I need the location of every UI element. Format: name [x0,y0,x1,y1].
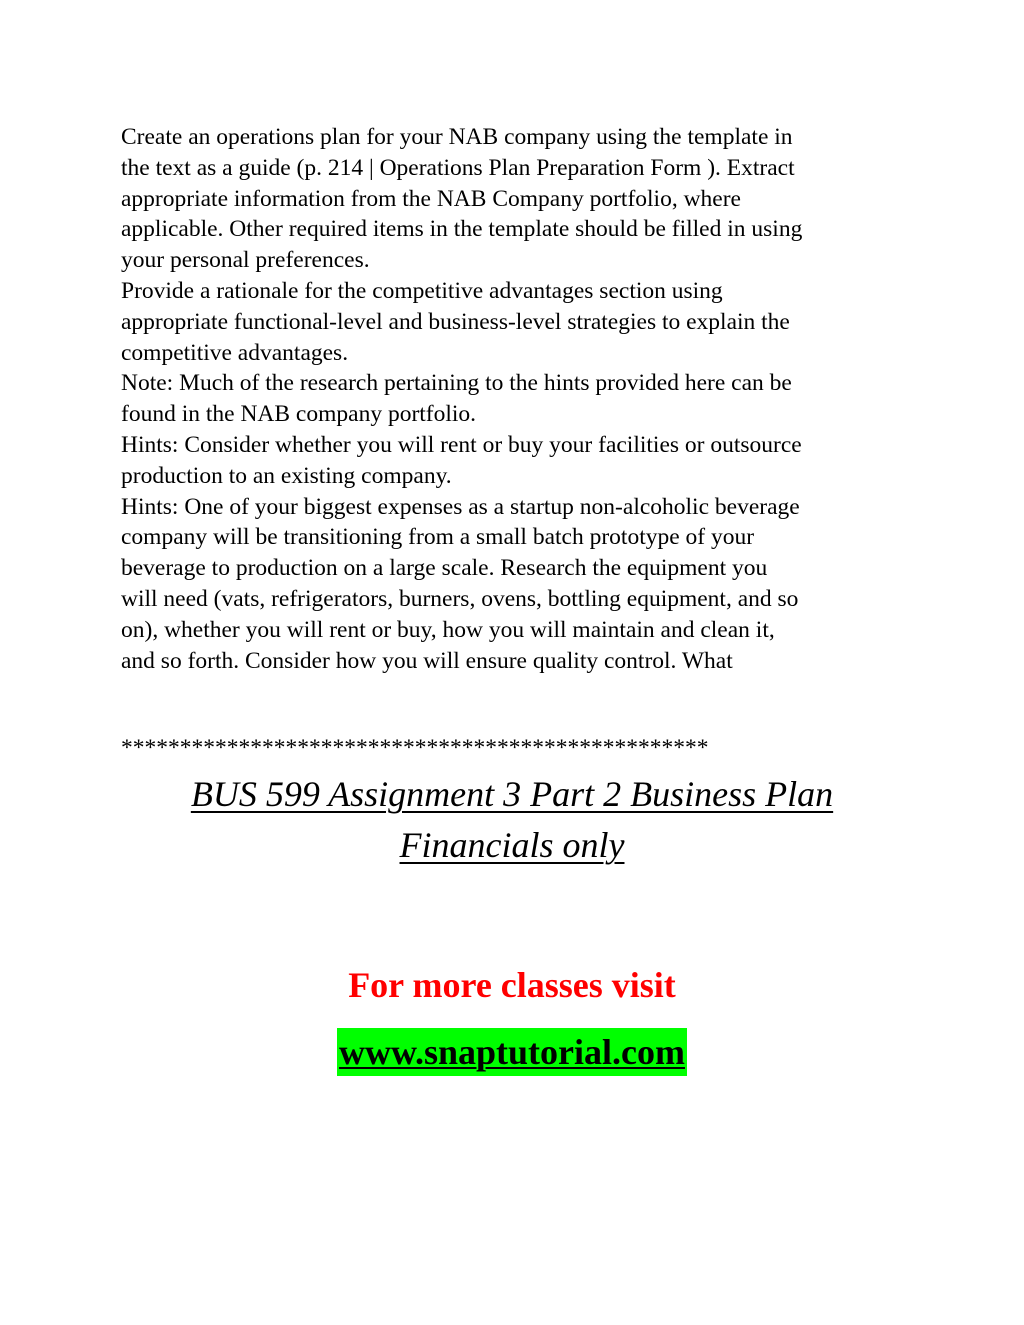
body-text [121,122,921,676]
text-line-10: found in the NAB company portfolio. [121,401,477,428]
text-line-18: and so forth. Consider how you will ensure quality control. What [121,647,733,674]
text-line-11: Hints: Consider whether you will rent or buy your facilities or outsource [121,431,802,458]
text-line-17: on), whether you will rent or buy, how you will maintain and clean it, [121,616,775,643]
text-line-16: will need (vats, refrigerators, burners, ovens, bottling equipment, and so [121,585,799,612]
text-line-14: company will be transitioning from a small batch prototype of your [121,524,755,551]
text-line-7: appropriate functional-level and business-level strategies to explain the [121,308,790,335]
text-line-2: the text as a guide (p. 214 | Operations Plan Preparation Form ). Extract [121,154,795,181]
text-line-9: Note: Much of the research pertaining to the hints provided here can be [121,370,792,397]
text-line-6: Provide a rationale for the competitive advantages section using [121,277,723,304]
asterisk-separator: ************************************************** [121,735,709,761]
document-title [0,769,1024,871]
text-line-4: applicable. Other required items in the template should be filled in using [121,216,803,243]
text-line-1: Create an operations plan for your NAB company using the template in [121,124,793,150]
text-line-3: appropriate information from the NAB Company portfolio, where [121,185,741,212]
text-line-12: production to an existing company. [121,462,452,489]
text-line-13: Hints: One of your biggest expenses as a startup non-alcoholic beverage [121,493,800,520]
text-line-8: competitive advantages. [121,339,349,366]
link-container [0,1028,1024,1076]
text-line-15: beverage to production on a large scale. Research the equipment you [121,555,768,582]
website-link[interactable]: www.snaptutorial.com [337,1028,687,1076]
text-line-5: your personal preferences. [121,247,370,274]
document-title-line-2: Financials only [399,825,625,865]
document-title-line-1: BUS 599 Assignment 3 Part 2 Business Plan [190,774,834,814]
promo-text: For more classes visit [348,965,676,1005]
